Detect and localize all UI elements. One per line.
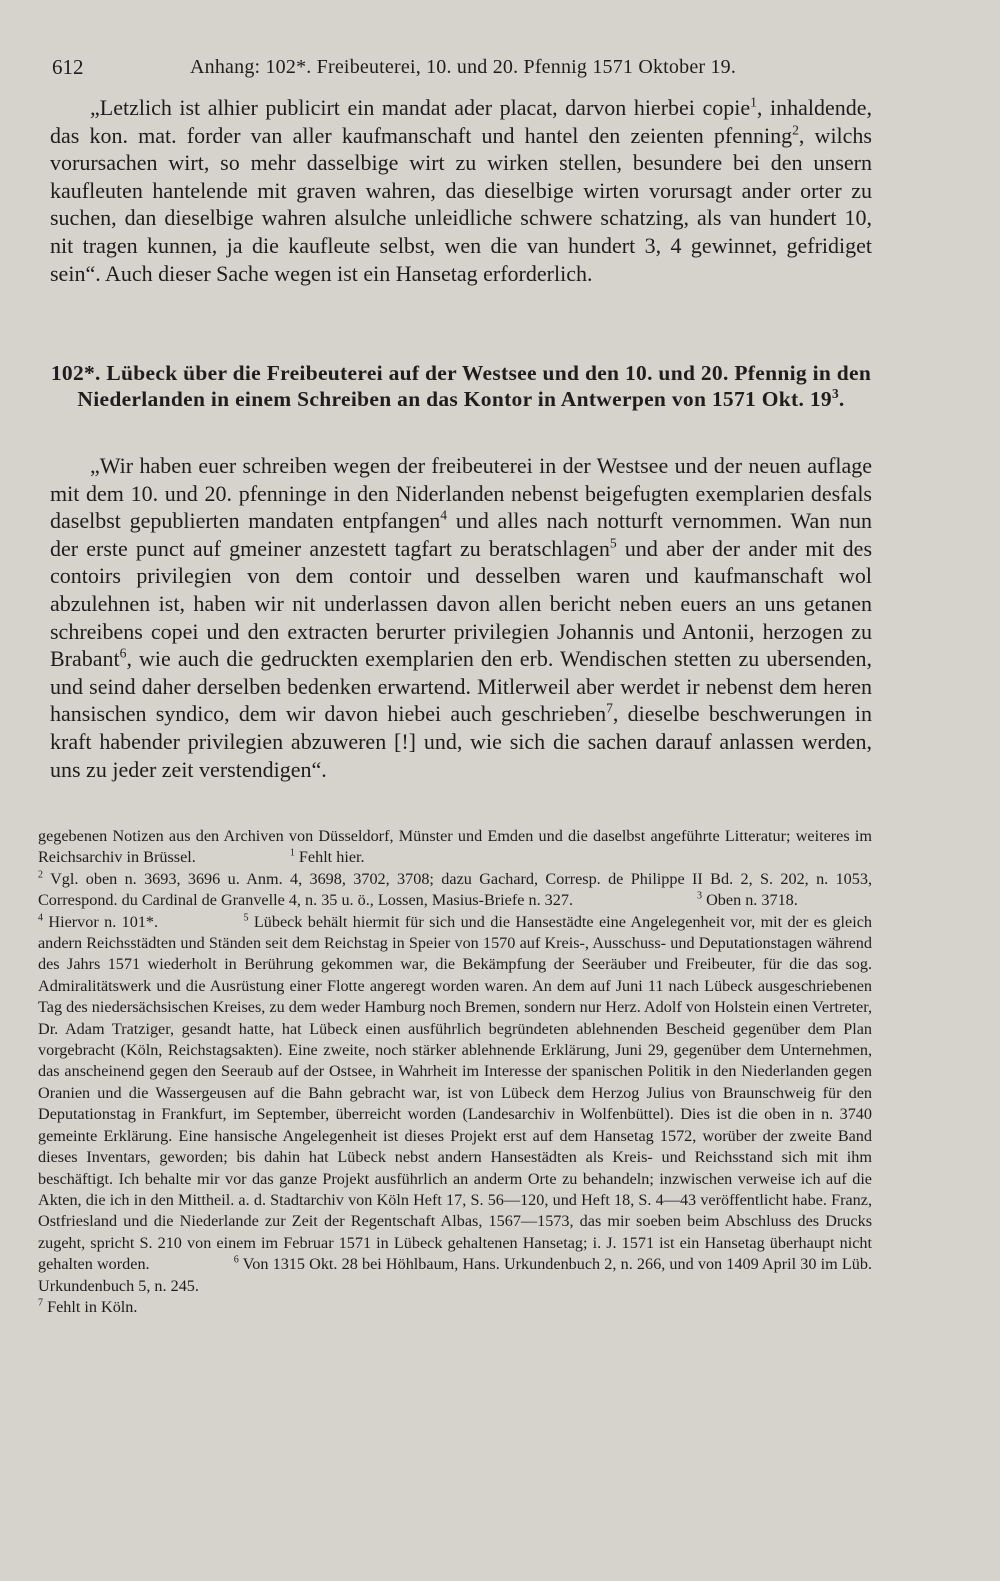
- quoted-paragraph-2: [50, 452, 872, 783]
- footnote-7: [38, 1297, 872, 1318]
- footnotes: [38, 826, 872, 1318]
- paragraph-text: „Wir haben euer schreiben wegen der freibeuterei in der Westsee und der neuen auflage mit dem 10. und 20. pfenninge in den Niderlanden nebenst beigefugten exemplarien desfals daselbst gepublierten mandaten entpfangen: [50, 453, 872, 534]
- footnote-text: Fehlt in Köln.: [43, 1297, 138, 1316]
- footnote-text: Lübeck behält hiermit für sich und die Hansestädte eine Angelegenheit vor, mit der es gleich andern Reichsstädten und Ständen seit dem Reichstag in Speier von 1570 auf Kreis-, Ausschuss- und Deputationstagen während des Jahrs 1571 wiederholt in Berührung gekommen war, die Bekämpfung der Seeräuber und Freibeuter, für die das sog. Admiralitätswerk und die Ausrüstung einer Flotte angeregt worden waren. An dem auf Juni 11 nach Lübeck ausgeschriebenen Tag des niedersächsischen Kreises, zu dem weder Hamburg noch Bremen, sondern nur Herz. Adolf von Holstein einen Vertreter, Dr. Adam Tratziger, gesandt hatte, hat Lübeck einen ausführlich begründeten ablehnenden Bescheid gegenüber dem Plan vorgebracht (Köln, Reichstagsakten). Eine zweite, noch stärker ablehnende Erklärung, Juni 29, gegenüber dem Unternehmen, das anscheinend gegen den Seeraub auf der Ostsee, in Wahrheit im Interesse der spanischen Politik in den Niederlanden gegen Oranien und die Wassergeusen auf die Bahn gebracht war, ist von Lübeck dem Herzog Julius von Braunschweig für den Deputationstag in Frankfurt, im September, überreicht worden (Landesarchiv in Wolfenbüttel). Dies ist die oben in n. 3740 gemeinte Erklärung. Eine hansische Angelegenheit ist dieses Projekt erst auf dem Hansetag 1572, worüber der zweite Band dieses Inventars, geworden; bis dahin hat Lübeck nebst andern Hansestädten als Kreis- und Reichsstand sich mit ihm beschäftigt. Ich behalte mir vor das ganze Projekt ausführlich an anderm Orte zu behandeln; inzwischen verweise ich auf die Akten, die ich in den Mittheil. a. d. Stadtarchiv von Köln Heft 17, S. 56—120, und Heft 18, S. 4—43 veröffentlicht habe. Franz, Ostfriesland und die Niederlande zur Zeit der Regentschaft Albas, 1567—1573, das mir soeben beim Abschluss des Drucks zugeht, spricht S. 210 von einem im Februar 1571 in Lübeck gehaltenen Hansetag; i. J. 1571 ist ein Hansetag überhaupt nicht gehalten worden.: [38, 912, 873, 1274]
- heading-end: .: [838, 387, 845, 411]
- paragraph-text: und aber der ander mit des contoirs privilegien von dem contoir und desselben waren und kaufmanschaft wol abzulehnen ist, haben wir nit underlassen davon allen bericht neben euers an uns getanen schreibens copei und den extracten berurter privilegien Johannis und Antonii, herzogen zu Brabant: [50, 535, 873, 672]
- footnote-ref: 7: [606, 701, 613, 717]
- footnote-text: Von 1315 Okt. 28 bei Höhlbaum, Hans. Urkundenbuch 2, n. 266, und von 1409 April 30 im Lüb. Urkundenbuch 5, n. 245.: [38, 1255, 872, 1295]
- footnote-mark: 4: [38, 912, 44, 924]
- footnote-ref: 3: [831, 385, 839, 401]
- heading-text: 102*. Lübeck über die Freibeuterei auf der Westsee und den 10. und 20. Pfennig in den Niederlanden in einem Schreiben an das Kontor in Antwerpen von 1571 Okt. 19: [50, 361, 872, 411]
- footnote-text: Vgl. oben n. 3693, 3696 u. Anm. 4, 3698, 3702, 3708; dazu Gachard, Corresp. de Philippe II Bd. 2, S. 202, n. 1053, Correspond. du Cardinal de Granvelle 4, n. 35 u. ö., Lossen, Masius-Briefe n. 327.: [38, 869, 872, 910]
- footnote-text: gegebenen Notizen aus den Archiven von Düsseldorf, Münster und Emden und die daselbst angeführte Litteratur; weiteres im Reichsarchiv in Brüssel.: [38, 827, 872, 867]
- footnote-2: [38, 869, 872, 1297]
- footnote-mark: 7: [38, 1297, 44, 1309]
- footnote-ref: 5: [609, 535, 617, 551]
- section-heading: [50, 360, 872, 412]
- footnote-text: Oben n. 3718.: [702, 891, 798, 910]
- footnote-mark: 3: [697, 890, 703, 902]
- running-title: Anhang: 102*. Freibeuterei, 10. und 20. Pfennig 1571 Oktober 19.: [190, 56, 737, 78]
- paragraph-text: „Letzlich ist alhier publicirt ein mandat ader placat, darvon hierbei copie: [90, 95, 751, 120]
- footnote-mark: 5: [243, 912, 249, 924]
- footnote-mark: 2: [38, 869, 44, 881]
- footnote-ref: 6: [119, 645, 127, 661]
- footnote-ref: 2: [792, 122, 799, 138]
- paragraph-text: , dieselbe beschwerungen in kraft habender privilegien abzuweren [!] und, wie sich die sachen darauf anlassen werden, uns zu jeder zeit verstendigen“.: [50, 701, 872, 782]
- paragraph-text: und alles nach notturft vernommen. Wan nun der erste punct auf gmeiner anzestett tagfart zu beratschlagen: [50, 508, 872, 561]
- page-number: 612: [52, 55, 84, 79]
- paragraph-text: , wilchs vorursachen wirt, so mehr dasselbige wirt zu wirken stellen, besundere bei den unsern kaufleuten hantelende mit graven wahren, das dieselbige wirten vorursagt ander orter zu suchen, dan dieselbige wahren alsulche unleidliche schwere schatzing, als van hundert 10, nit tragen kunnen, ja die kaufleute selbst, wen die van hundert 3, 4 gewinnet, gefridiget sein“. Auch dieser Sache wegen ist ein Hansetag erforderlich.: [50, 122, 872, 286]
- paragraph-text: , wie auch die gedruckten exemplarien den erb. Wendischen stetten zu ubersenden, und seind daher derselben bedenken erwartend. Mitlerweil aber werdet ir nebenst dem heren hansischen syndico, dem wir davon hiebei auch geschrieben: [50, 646, 872, 727]
- footnote-ref: 1: [750, 94, 757, 110]
- quoted-paragraph-1: [50, 94, 872, 287]
- footnote-continued: [38, 826, 872, 869]
- paragraph-text: , inhaldende, das kon. mat. forder van aller kaufmanschaft und hantel den zeienten pfenning: [50, 95, 872, 148]
- footnote-ref: 4: [440, 507, 448, 523]
- footnote-text: Hiervor n. 101*.: [43, 912, 159, 931]
- footnote-mark: 6: [233, 1254, 239, 1266]
- footnote-mark: 1: [289, 848, 295, 860]
- footnote-text: Fehlt hier.: [294, 848, 365, 867]
- page-header: [52, 52, 872, 82]
